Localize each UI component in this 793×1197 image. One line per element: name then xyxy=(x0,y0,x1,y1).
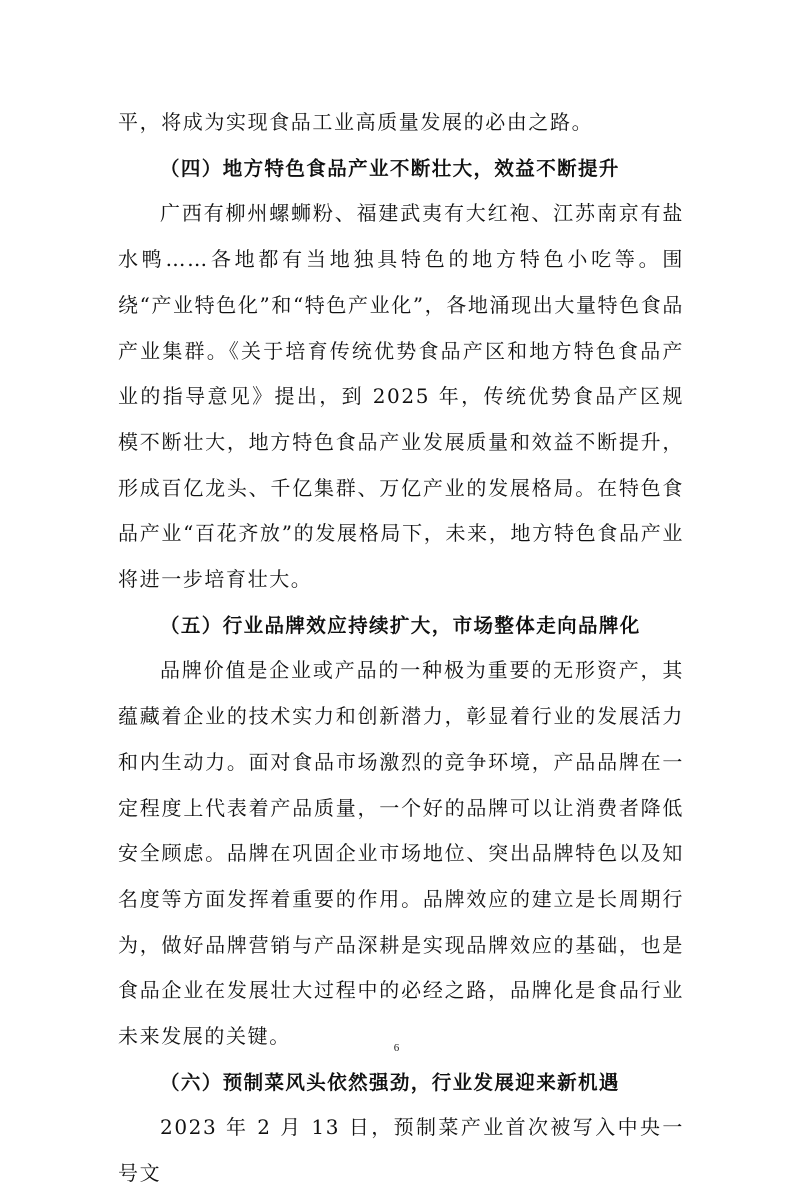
paragraph-brand-effect: 品牌价值是企业或产品的一种极为重要的无形资产，其蕴藏着企业的技术实力和创新潜力，彰显着行业的发展活力和内生动力。面对食品市场激烈的竞争环境，产品品牌在一定程度上代表着产品质量，一个好的品牌可以让消费者降低安全顾虑。品牌在巩固企业市场地位、突出品牌特色以及知名度等方面发挥着重要的作用。品牌效应的建立是长周期行为，做好品牌营销与产品深耕是实现品牌效应的基础，也是食品企业在发展壮大过程中的必经之路，品牌化是食品行业未来发展的关键。 xyxy=(118,658,684,1049)
paragraph-local-specialty-food: 广西有柳州螺蛳粉、福建武夷有大红袍、江苏南京有盐水鸭……各地都有当地独具特色的地方特色小吃等。围绕“产业特色化”和“特色产业化”，各地涌现出大量特色食品产业集群。《关于培育传统优势食品产区和地方特色食品产业的指导意见》提出，到 2025 年，传统优势食品产区规模不断壮大，地方特色食品产业发展质量和效益不断提升，形成百亿龙头、千亿集群、万亿产业的发展格局。在特色食品产业“百花齐放”的发展格局下，未来，地方特色食品产业将进一步培育壮大。 xyxy=(118,201,684,592)
paragraph-continuation: 平，将成为实现食品工业高质量发展的必由之路。 xyxy=(118,110,594,134)
page-number: 6 xyxy=(393,1042,400,1054)
paragraph-prepared-dishes: 2023 年 2 月 13 日，预制菜产业首次被写入中央一号文 xyxy=(118,1115,684,1186)
section-heading-4: （四）地方特色食品产业不断壮大，效益不断提升 xyxy=(160,156,620,180)
section-heading-5: （五）行业品牌效应持续扩大，市场整体走向品牌化 xyxy=(160,613,641,637)
section-heading-6: （六）预制菜风头依然强劲，行业发展迎来新机遇 xyxy=(160,1070,620,1094)
page-body xyxy=(118,100,684,1197)
